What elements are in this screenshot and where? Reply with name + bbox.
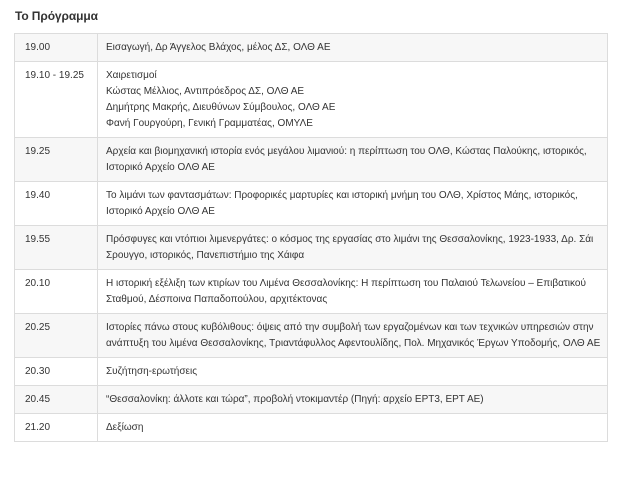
table-row xyxy=(15,34,608,62)
program-table xyxy=(14,33,608,442)
time-cell: 20.25 xyxy=(15,314,98,358)
event-cell xyxy=(98,226,608,270)
event-line: Κώστας Μέλλιος, Αντιπρόεδρος ΔΣ, ΟΛΘ ΑΕ xyxy=(106,86,305,97)
event-line: Αρχεία και βιομηχανική ιστορία ενός μεγάλου λιμανιού: η περίπτωση του ΟΛΘ, Κώστας Παλούκης, ιστορικός, xyxy=(106,146,587,157)
event-line: Χαιρετισμοί xyxy=(106,70,157,81)
event-cell xyxy=(98,358,608,386)
time-cell: 19.00 xyxy=(15,34,98,62)
time-cell: 20.10 xyxy=(15,270,98,314)
event-line: Ιστορικό Αρχείο ΟΛΘ ΑΕ xyxy=(106,162,215,173)
time-cell: 20.45 xyxy=(15,386,98,414)
table-row xyxy=(15,62,608,138)
event-cell xyxy=(98,138,608,182)
program-table-body xyxy=(15,34,608,442)
table-row xyxy=(15,138,608,182)
time-cell: 19.40 xyxy=(15,182,98,226)
event-line: “Θεσσαλονίκη: άλλοτε και τώρα”, προβολή ντοκιμαντέρ (Πηγή: αρχείο ΕΡΤ3, ΕΡΤ ΑΕ) xyxy=(106,394,484,405)
table-row xyxy=(15,182,608,226)
event-line: Πρόσφυγες και ντόπιοι λιμενεργάτες: ο κόσμος της εργασίας στο λιμάνι της Θεσσαλονίκης, 1923-1933, Δρ. Σάι xyxy=(106,234,594,245)
time-cell: 20.30 xyxy=(15,358,98,386)
event-cell xyxy=(98,62,608,138)
table-row xyxy=(15,226,608,270)
event-line: ανάπτυξη του λιμένα Θεσσαλονίκης, Τριαντάφυλλος Αφεντουλίδης, Πολ. Μηχανικός Έργων Υποδομής, ΟΛΘ ΑΕ xyxy=(106,338,601,349)
event-line: Ιστορικό Αρχείο ΟΛΘ ΑΕ xyxy=(106,206,215,217)
event-cell xyxy=(98,34,608,62)
time-cell: 19.25 xyxy=(15,138,98,182)
table-row xyxy=(15,314,608,358)
page-title: Το Πρόγραμμα xyxy=(15,9,98,23)
event-line: Εισαγωγή, Δρ Άγγελος Βλάχος, μέλος ΔΣ, ΟΛΘ ΑΕ xyxy=(106,42,331,53)
event-line: Φανή Γουργούρη, Γενική Γραμματέας, ΟΜΥΛΕ xyxy=(106,118,313,129)
table-row xyxy=(15,386,608,414)
event-line: Σρουγγο, ιστορικός, Πανεπιστήμιο της Χάιφα xyxy=(106,250,305,261)
event-cell xyxy=(98,414,608,442)
time-cell: 19.10 - 19.25 xyxy=(15,62,98,138)
table-row xyxy=(15,414,608,442)
time-cell: 21.20 xyxy=(15,414,98,442)
event-line: Ιστορίες πάνω στους κυβόλιθους: όψεις από την συμβολή των εργαζομένων και των τεχνικών υπηρεσιών στην xyxy=(106,322,594,333)
event-cell xyxy=(98,270,608,314)
event-cell xyxy=(98,314,608,358)
event-cell xyxy=(98,182,608,226)
time-cell: 19.55 xyxy=(15,226,98,270)
event-line: Δεξίωση xyxy=(106,422,144,433)
event-line: Το λιμάνι των φαντασμάτων: Προφορικές μαρτυρίες και ιστορική μνήμη του ΟΛΘ, Χρίστος Μάης, ιστορικός, xyxy=(106,190,578,201)
event-line: Η ιστορική εξέλιξη των κτιρίων του Λιμένα Θεσσαλονίκης: Η περίπτωση του Παλαιού Τελωνείου – Επιβατικού xyxy=(106,278,586,289)
event-line: Δημήτρης Μακρής, Διευθύνων Σύμβουλος, ΟΛΘ ΑΕ xyxy=(106,102,336,113)
table-row xyxy=(15,358,608,386)
table-row xyxy=(15,270,608,314)
event-line: Συζήτηση-ερωτήσεις xyxy=(106,366,198,377)
event-cell xyxy=(98,386,608,414)
event-line: Σταθμού, Δέσποινα Παπαδοπούλου, αρχιτέκτονας xyxy=(106,294,328,305)
